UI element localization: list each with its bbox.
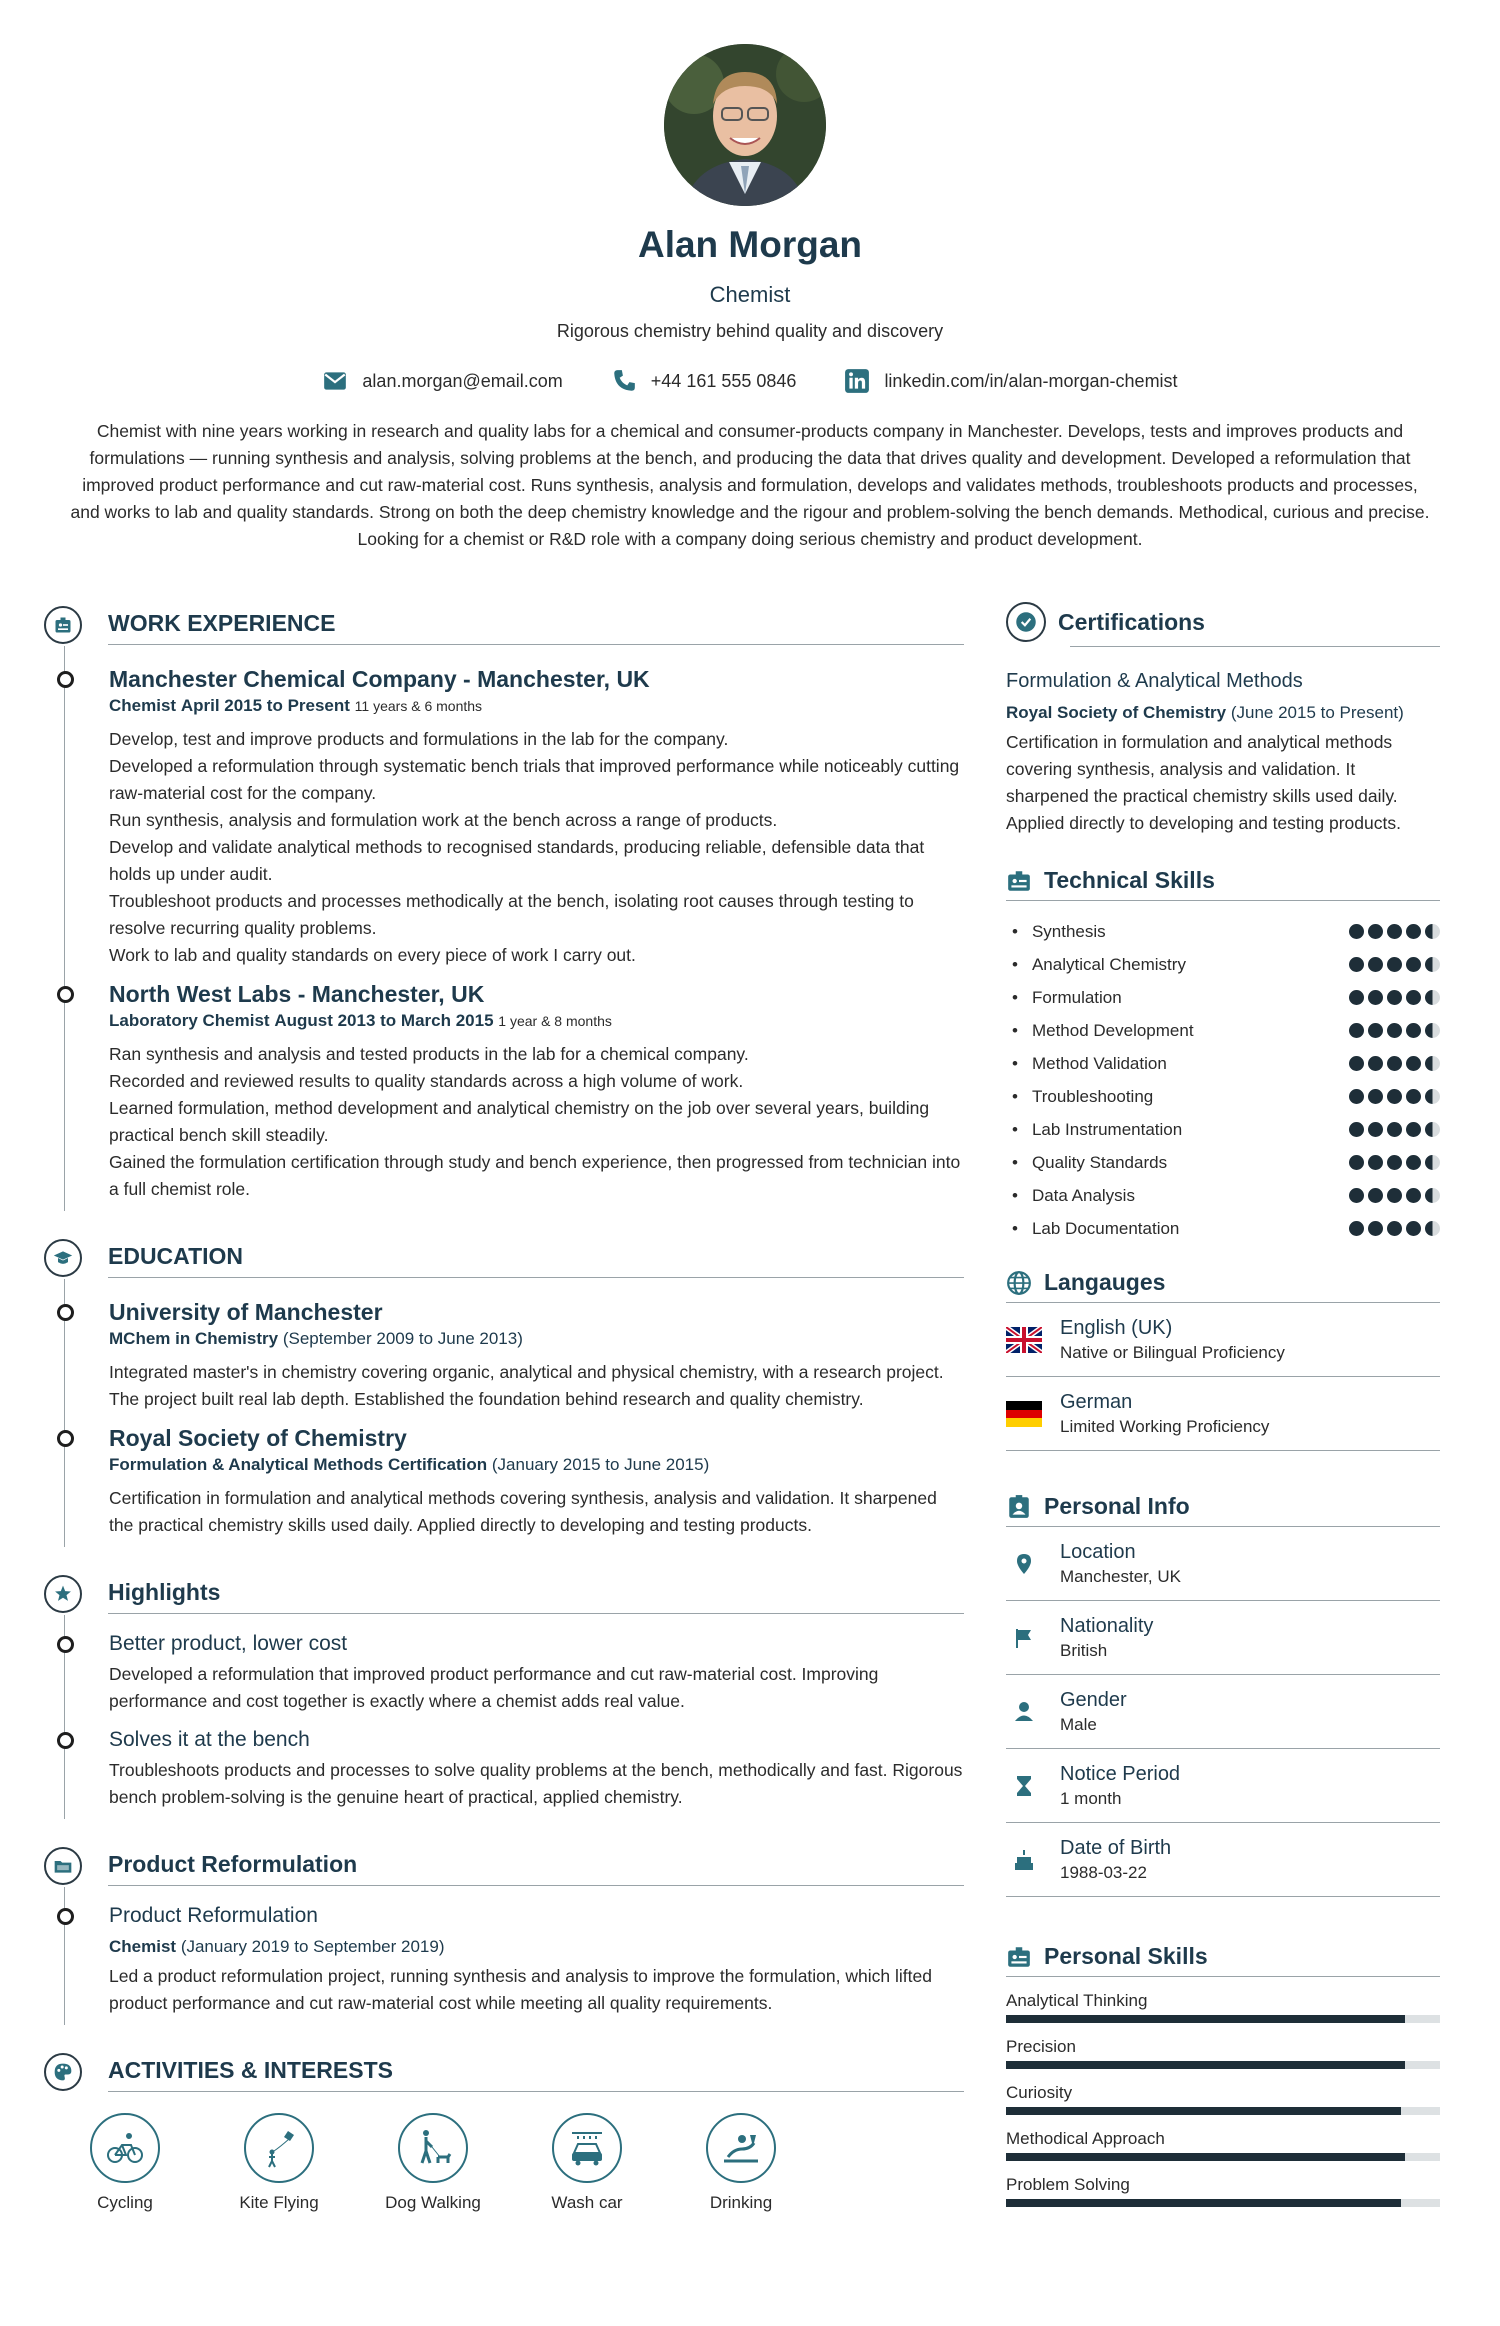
rating-dot xyxy=(1406,990,1421,1005)
flag-icon xyxy=(1012,1626,1036,1650)
cert-dates: (June 2015 to Present) xyxy=(1230,703,1404,722)
skill-bar xyxy=(1006,2199,1440,2207)
rating-dot xyxy=(1387,990,1402,1005)
personal-skill-name: Methodical Approach xyxy=(1006,2129,1165,2148)
skill-name: • Analytical Chemistry xyxy=(1006,955,1186,975)
info-label: Gender xyxy=(1060,1688,1127,1711)
linkedin-icon xyxy=(844,368,870,394)
profile-summary: Chemist with nine years working in research and quality labs for a chemical and consumer-products company in Manchester. Develops, tests and improves products and formulations — running synthesis and analysis, solving problems at the bench, and producing the data that drives quality and development. Developed a reformulation that improved product performance and cut raw-material cost. Runs synthesis, analysis and formulation, develops and validates methods, troubleshoots products and processes, and works to lab and quality standards. Strong on both the deep chemistry knowledge and the rigour and problem-solving the bench demands. Methodical, curious and precise. Looking for a chemist or R&D role with a company doing serious chemistry and product development. xyxy=(70,421,1430,549)
skill-item xyxy=(1006,915,1440,948)
section-title: Product Reformulation xyxy=(108,1851,358,1877)
degree: Formulation & Analytical Methods Certification xyxy=(109,1455,488,1474)
highlight-title: Better product, lower cost xyxy=(109,1632,348,1655)
rating-dot xyxy=(1406,1188,1421,1203)
skill-rating xyxy=(1349,1023,1440,1038)
personal-skill-item xyxy=(1006,2175,1440,2207)
birthday-cake-icon xyxy=(1012,1848,1036,1872)
skill-name: • Lab Instrumentation xyxy=(1006,1120,1182,1140)
uk-flag-icon xyxy=(1006,1327,1042,1353)
skill-rating xyxy=(1349,957,1440,972)
rating-dot xyxy=(1425,1056,1440,1071)
rating-dot xyxy=(1387,1188,1402,1203)
highlight-body: Developed a reformulation that improved product performance and cut raw-material cost. Improving performance and cost together is exactly where a chemist adds real value. xyxy=(109,1664,879,1711)
contact-bar xyxy=(0,368,1500,394)
graduation-cap-icon xyxy=(44,1239,82,1277)
skill-item xyxy=(1006,1212,1440,1245)
work-experience-section xyxy=(44,604,964,1211)
job-line: Developed a reformulation through systematic bench trials that improved performance while noticeably cutting raw-material cost for the company. xyxy=(109,756,960,803)
info-value: British xyxy=(1060,1640,1108,1660)
rating-dot xyxy=(1368,1122,1383,1137)
skill-name: • Lab Documentation xyxy=(1006,1219,1179,1239)
rating-dot xyxy=(1387,1122,1402,1137)
timeline-dot xyxy=(57,986,74,1003)
personal-skill-name: Precision xyxy=(1006,2037,1076,2056)
job-dates: April 2015 to Present xyxy=(180,696,350,715)
kite-icon xyxy=(258,2127,300,2169)
job-duration: 1 year & 8 months xyxy=(498,1013,612,1029)
star-badge-icon xyxy=(44,1575,82,1613)
skill-name: • Data Analysis xyxy=(1006,1186,1135,1206)
contact-email[interactable] xyxy=(322,368,562,394)
rating-dot xyxy=(1349,1122,1364,1137)
skill-rating xyxy=(1349,1122,1440,1137)
activity-label: Dog Walking xyxy=(385,2193,481,2212)
skill-item xyxy=(1006,1113,1440,1146)
rating-dot xyxy=(1425,990,1440,1005)
job-line: Run synthesis, analysis and formulation work at the bench across a range of products. xyxy=(109,810,778,830)
activity-label: Wash car xyxy=(551,2193,623,2212)
job-role: Laboratory Chemist xyxy=(109,1011,270,1030)
edu-description: Integrated master's in chemistry covering organic, analytical and physical chemistry, with a research project. The project built real lab depth. Established the foundation behind research and quality chemistry. xyxy=(109,1362,944,1409)
dog-walking-icon xyxy=(412,2127,454,2169)
main-column xyxy=(44,604,964,2213)
language-name: German xyxy=(1060,1390,1133,1413)
skill-name: • Quality Standards xyxy=(1006,1153,1167,1173)
skill-rating xyxy=(1349,1089,1440,1104)
rating-dot xyxy=(1406,1221,1421,1236)
rating-dot xyxy=(1368,1221,1383,1236)
job-duration: 11 years & 6 months xyxy=(354,698,483,714)
skill-list xyxy=(1006,915,1440,1245)
rating-dot xyxy=(1425,1155,1440,1170)
phone-text: +44 161 555 0846 xyxy=(650,370,797,391)
activity-label: Cycling xyxy=(97,2193,153,2212)
skill-rating xyxy=(1349,990,1440,1005)
rating-dot xyxy=(1387,1023,1402,1038)
skill-item xyxy=(1006,1146,1440,1179)
id-badge-icon xyxy=(1006,1944,1032,1970)
skill-item xyxy=(1006,1080,1440,1113)
rating-dot xyxy=(1425,1089,1440,1104)
education-entry xyxy=(109,1423,964,1539)
email-text: alan.morgan@email.com xyxy=(362,370,563,391)
rating-dot xyxy=(1387,1221,1402,1236)
briefcase-badge-icon xyxy=(44,606,82,644)
job-title: North West Labs - Manchester, UK xyxy=(109,981,485,1007)
activity-wash-car xyxy=(528,2113,646,2213)
project-dates: (January 2019 to September 2019) xyxy=(180,1937,445,1956)
job-entry xyxy=(109,664,964,969)
cert-title: Formulation & Analytical Methods xyxy=(1006,670,1303,692)
job-line: Gained the formulation certification through study and bench experience, then progressed from technician into a full chemist role. xyxy=(109,1152,961,1199)
job-role: Chemist xyxy=(109,696,177,715)
rating-dot xyxy=(1406,957,1421,972)
education-section xyxy=(44,1237,964,1547)
skill-bar-fill xyxy=(1006,2199,1401,2207)
timeline-dot xyxy=(57,1430,74,1447)
tagline: Rigorous chemistry behind quality and discovery xyxy=(556,321,944,341)
highlight-body: Troubleshoots products and processes to solve quality problems at the bench, methodically and fast. Rigorous bench problem-solving is the genuine heart of practical, applied chemistry. xyxy=(109,1760,963,1807)
id-badge-icon xyxy=(1006,868,1032,894)
job-title: Manchester Chemical Company - Manchester, UK xyxy=(109,666,650,692)
job-line: Ran synthesis and analysis and tested products in the lab for a chemical company. xyxy=(109,1044,749,1064)
contact-linkedin[interactable] xyxy=(844,368,1177,394)
rating-dot xyxy=(1349,1155,1364,1170)
skill-item xyxy=(1006,1014,1440,1047)
skill-name: • Formulation xyxy=(1006,988,1122,1008)
project-body: Led a product reformulation project, running synthesis and analysis to improve the formulation, which lifted product performance and cut raw-material cost while meeting all quality requirements. xyxy=(109,1966,932,2013)
skill-bar-fill xyxy=(1006,2061,1405,2069)
project-section xyxy=(44,1845,964,2025)
rating-dot xyxy=(1425,924,1440,939)
personal-skill-name: Analytical Thinking xyxy=(1006,1991,1148,2010)
job-line: Develop and validate analytical methods to recognised standards, producing reliable, defensible data that holds up under audit. xyxy=(109,837,925,884)
skill-name: • Troubleshooting xyxy=(1006,1087,1153,1107)
cycling-icon xyxy=(104,2127,146,2169)
rating-dot xyxy=(1425,1122,1440,1137)
rating-dot xyxy=(1349,924,1364,939)
section-title: Highlights xyxy=(108,1579,221,1605)
section-title: Technical Skills xyxy=(1044,867,1215,893)
cert-description: Certification in formulation and analytical methods covering synthesis, analysis and validation. It sharpened the practical chemistry skills used daily. Applied directly to developing and testing products. xyxy=(1006,732,1401,833)
skill-rating xyxy=(1349,1188,1440,1203)
personal-skill-list xyxy=(1006,1991,1440,2207)
school-name: University of Manchester xyxy=(109,1299,383,1325)
skill-name: • Synthesis xyxy=(1006,922,1106,942)
activity-cycling xyxy=(66,2113,184,2213)
location-pin-icon xyxy=(1012,1552,1036,1576)
section-title: EDUCATION xyxy=(108,1243,244,1269)
rating-dot xyxy=(1349,990,1364,1005)
skill-rating xyxy=(1349,1056,1440,1071)
personal-skill-item xyxy=(1006,1991,1440,2023)
skill-item xyxy=(1006,1179,1440,1212)
info-value: Manchester, UK xyxy=(1060,1566,1181,1586)
phone-icon xyxy=(611,368,637,394)
activity-label: Drinking xyxy=(709,2193,773,2212)
timeline-dot xyxy=(57,1908,74,1925)
rating-dot xyxy=(1406,1023,1421,1038)
folder-icon xyxy=(44,1847,82,1885)
rating-dot xyxy=(1425,1221,1440,1236)
edu-dates: (January 2015 to June 2015) xyxy=(491,1455,710,1474)
activity-dog-walking xyxy=(374,2113,492,2213)
rating-dot xyxy=(1406,924,1421,939)
skill-bar xyxy=(1006,2015,1440,2023)
rating-dot xyxy=(1349,1188,1364,1203)
timeline-dot xyxy=(57,1304,74,1321)
degree: MChem in Chemistry xyxy=(109,1329,279,1348)
highlights-section xyxy=(44,1573,964,1819)
timeline-dot xyxy=(57,671,74,688)
timeline-dot xyxy=(57,1636,74,1653)
germany-flag-icon xyxy=(1006,1401,1042,1427)
info-value: 1988-03-22 xyxy=(1060,1862,1147,1882)
project-title: Product Reformulation xyxy=(109,1904,318,1927)
rating-dot xyxy=(1387,1056,1402,1071)
email-icon xyxy=(322,368,348,394)
job-line: Recorded and reviewed results to quality standards across a high volume of work. xyxy=(109,1071,744,1091)
technical-skills-section xyxy=(1006,867,1440,1245)
edu-description: Certification in formulation and analytical methods covering synthesis, analysis and validation. It sharpened the practical chemistry skills used daily. Applied directly to developing and testing products. xyxy=(109,1488,937,1535)
rating-dot xyxy=(1387,1089,1402,1104)
rating-dot xyxy=(1425,1023,1440,1038)
info-value: Male xyxy=(1060,1714,1097,1734)
rating-dot xyxy=(1349,1023,1364,1038)
edu-dates: (September 2009 to June 2013) xyxy=(282,1329,523,1348)
globe-icon xyxy=(1006,1270,1032,1296)
skill-rating xyxy=(1349,1221,1440,1236)
info-location xyxy=(1006,1527,1440,1601)
section-title: Personal Info xyxy=(1044,1493,1190,1519)
activity-kite-flying xyxy=(220,2113,338,2213)
info-date-of-birth xyxy=(1006,1823,1440,1897)
skill-rating xyxy=(1349,1155,1440,1170)
rating-dot xyxy=(1368,1188,1383,1203)
info-notice-period xyxy=(1006,1749,1440,1823)
certifications-section xyxy=(1006,604,1440,837)
personal-skill-item xyxy=(1006,2129,1440,2161)
candidate-name: Alan Morgan xyxy=(637,224,863,265)
person-icon xyxy=(1012,1700,1036,1724)
rating-dot xyxy=(1368,1155,1383,1170)
section-title: Langauges xyxy=(1044,1269,1166,1295)
skill-bar-fill xyxy=(1006,2107,1401,2115)
skill-bar xyxy=(1006,2107,1440,2115)
job-entry xyxy=(109,979,964,1203)
timeline-dot xyxy=(57,1732,74,1749)
section-title: Personal Skills xyxy=(1044,1943,1208,1969)
contact-card-icon xyxy=(1006,1494,1032,1520)
activity-label: Kite Flying xyxy=(239,2193,319,2212)
activity-drinking xyxy=(682,2113,800,2213)
info-label: Location xyxy=(1060,1540,1136,1563)
language-level: Native or Bilingual Proficiency xyxy=(1060,1342,1285,1362)
section-title: WORK EXPERIENCE xyxy=(108,610,336,636)
job-line: Develop, test and improve products and formulations in the lab for the company. xyxy=(109,729,729,749)
job-line: Learned formulation, method development and analytical chemistry on the job over several years, building practical bench skill steadily. xyxy=(109,1098,930,1145)
info-gender xyxy=(1006,1675,1440,1749)
info-label: Notice Period xyxy=(1060,1762,1181,1785)
rating-dot xyxy=(1387,924,1402,939)
linkedin-text: linkedin.com/in/alan-morgan-chemist xyxy=(884,370,1178,391)
skill-item xyxy=(1006,981,1440,1014)
info-label: Date of Birth xyxy=(1060,1836,1172,1859)
skill-item xyxy=(1006,1047,1440,1080)
personal-skill-name: Curiosity xyxy=(1006,2083,1073,2102)
highlight-entry xyxy=(109,1629,964,1715)
project-entry xyxy=(109,1901,964,2017)
highlight-title: Solves it at the bench xyxy=(109,1728,310,1751)
skill-bar xyxy=(1006,2061,1440,2069)
rating-dot xyxy=(1349,957,1364,972)
rating-dot xyxy=(1406,1056,1421,1071)
job-line: Troubleshoot products and processes methodically at the bench, isolating root causes through testing to resolve recurring quality problems. xyxy=(109,891,914,938)
rating-dot xyxy=(1425,1188,1440,1203)
rating-dot xyxy=(1368,1089,1383,1104)
car-wash-icon xyxy=(566,2127,608,2169)
skill-bar xyxy=(1006,2153,1440,2161)
section-title: Certifications xyxy=(1058,608,1205,635)
education-entry xyxy=(109,1297,964,1413)
certificate-badge-icon xyxy=(1006,602,1046,642)
project-role: Chemist xyxy=(109,1937,177,1956)
skill-name: • Method Validation xyxy=(1006,1054,1167,1074)
personal-info-section xyxy=(1006,1493,1440,1897)
rating-dot xyxy=(1406,1089,1421,1104)
rating-dot xyxy=(1406,1155,1421,1170)
rating-dot xyxy=(1368,957,1383,972)
rating-dot xyxy=(1368,924,1383,939)
job-dates: August 2013 to March 2015 xyxy=(274,1011,494,1030)
rating-dot xyxy=(1406,1122,1421,1137)
highlight-entry xyxy=(109,1725,964,1811)
school-name: Royal Society of Chemistry xyxy=(109,1425,407,1451)
drinking-icon xyxy=(720,2127,762,2169)
language-item xyxy=(1006,1377,1440,1451)
info-label: Nationality xyxy=(1060,1614,1154,1637)
skill-name: • Method Development xyxy=(1006,1021,1194,1041)
skill-bar-fill xyxy=(1006,2153,1405,2161)
personal-skill-item xyxy=(1006,2083,1440,2115)
rating-dot xyxy=(1425,957,1440,972)
contact-phone[interactable] xyxy=(611,368,797,394)
avatar xyxy=(664,44,826,206)
info-value: 1 month xyxy=(1060,1788,1122,1808)
personal-skill-item xyxy=(1006,2037,1440,2069)
activities-section xyxy=(44,2051,964,2213)
languages-section xyxy=(1006,1269,1440,1451)
hourglass-icon xyxy=(1012,1774,1036,1798)
rating-dot xyxy=(1368,1056,1383,1071)
rating-dot xyxy=(1368,1023,1383,1038)
cert-issuer: Royal Society of Chemistry xyxy=(1006,703,1227,722)
language-level: Limited Working Proficiency xyxy=(1060,1416,1270,1436)
language-name: English (UK) xyxy=(1060,1316,1173,1339)
rating-dot xyxy=(1349,1089,1364,1104)
job-line: Work to lab and quality standards on every piece of work I carry out. xyxy=(109,945,636,965)
sidebar-column xyxy=(1006,604,1440,2207)
rating-dot xyxy=(1387,1155,1402,1170)
section-title: ACTIVITIES & INTERESTS xyxy=(108,2057,393,2083)
palette-icon xyxy=(44,2053,82,2091)
rating-dot xyxy=(1349,1221,1364,1236)
language-item xyxy=(1006,1303,1440,1377)
rating-dot xyxy=(1349,1056,1364,1071)
personal-skill-name: Problem Solving xyxy=(1006,2175,1130,2194)
skill-item xyxy=(1006,948,1440,981)
skill-bar-fill xyxy=(1006,2015,1405,2023)
personal-skills-section xyxy=(1006,1943,1440,2207)
job-title: Chemist xyxy=(709,282,791,307)
rating-dot xyxy=(1368,990,1383,1005)
skill-rating xyxy=(1349,924,1440,939)
info-nationality xyxy=(1006,1601,1440,1675)
rating-dot xyxy=(1387,957,1402,972)
